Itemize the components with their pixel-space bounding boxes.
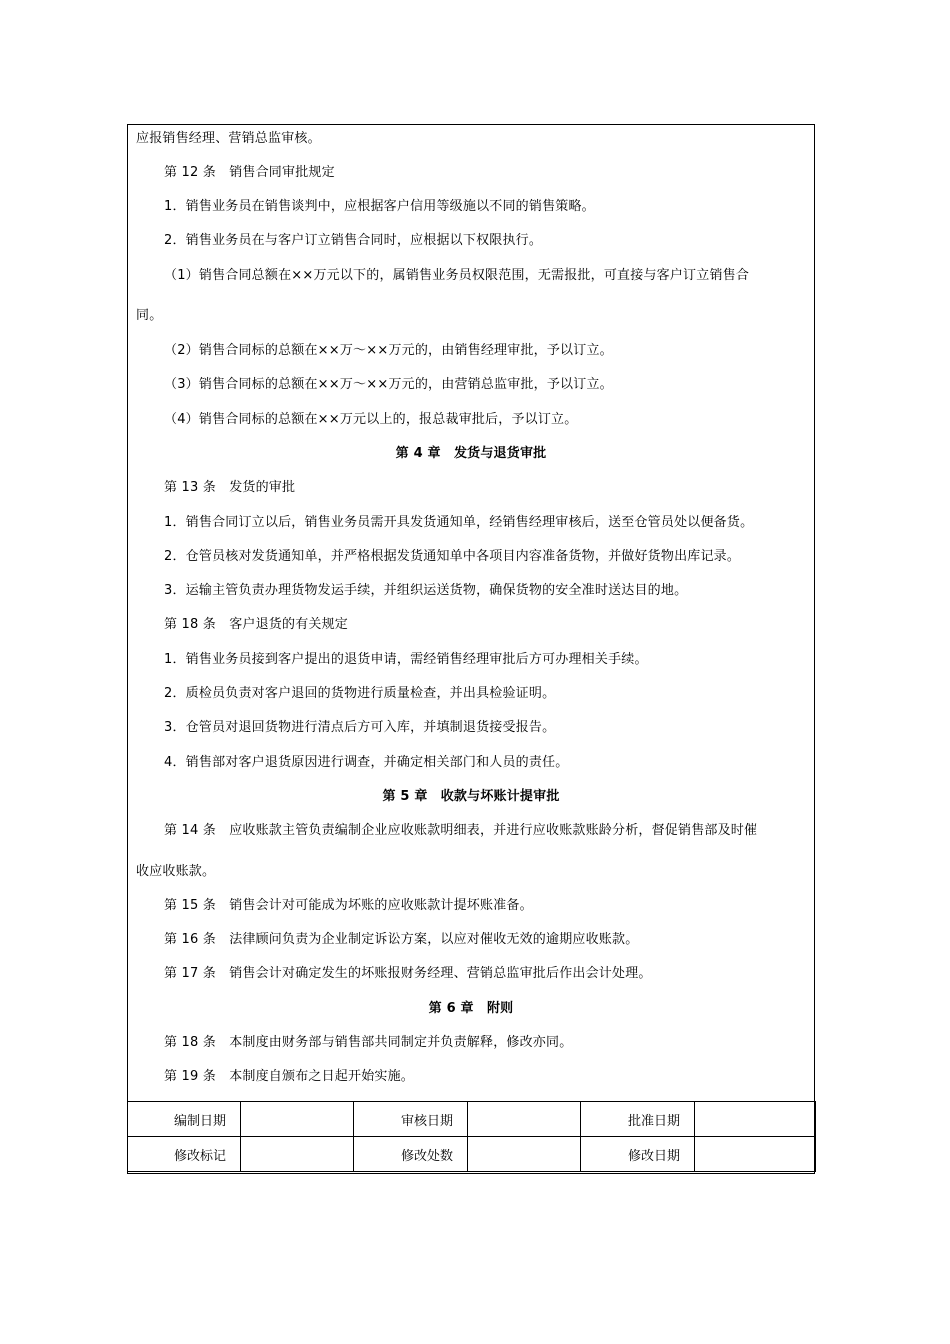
paragraph-line: （3）销售合同标的总额在××万～××万元的，由营销总监审批，予以订立。	[164, 377, 613, 392]
paragraph-line: 第 19 条 本制度自颁布之日起开始实施。	[164, 1069, 415, 1084]
paragraph-line: （1）销售合同总额在××万元以下的，属销售业务员权限范围，无需报批，可直接与客户订立销售合	[164, 268, 750, 283]
paragraph-line: 应报销售经理、营销总监审核。	[136, 131, 321, 146]
revision-count-field[interactable]	[468, 1137, 581, 1172]
paragraph-line: （2）销售合同标的总额在××万～××万元的，由销售经理审批，予以订立。	[164, 343, 613, 358]
paragraph-line: 第 18 条 本制度由财务部与销售部共同制定并负责解释，修改亦同。	[164, 1035, 573, 1050]
revision-date-field[interactable]	[695, 1137, 816, 1172]
paragraph-line: 1．销售业务员接到客户提出的退货申请，需经销售经理审批后方可办理相关手续。	[164, 652, 648, 667]
review-date-field[interactable]	[468, 1102, 581, 1137]
paragraph-line: 同。	[136, 308, 163, 323]
revision-mark-label: 修改标记	[128, 1137, 241, 1172]
paragraph-line: 3．仓管员对退回货物进行清点后方可入库，并填制退货接受报告。	[164, 720, 556, 735]
compile-date-field[interactable]	[241, 1102, 354, 1137]
table-row	[128, 1102, 816, 1137]
revision-count-label: 修改处数	[354, 1137, 468, 1172]
article-heading: 第 18 条 客户退货的有关规定	[164, 617, 349, 632]
paragraph-line: 2．仓管员核对发货通知单，并严格根据发货通知单中各项目内容准备货物，并做好货物出库记录。	[164, 549, 741, 564]
paragraph-line: 1．销售合同订立以后，销售业务员需开具发货通知单，经销售经理审核后，送至仓管员处以便备货。	[164, 515, 754, 530]
paragraph-line: 收应收账款。	[136, 864, 216, 879]
revision-mark-field[interactable]	[241, 1137, 354, 1172]
article-heading: 第 13 条 发货的审批	[164, 480, 296, 495]
paragraph-line: 4．销售部对客户退货原因进行调查，并确定相关部门和人员的责任。	[164, 755, 569, 770]
paragraph-line: 2．质检员负责对客户退回的货物进行质量检查，并出具检验证明。	[164, 686, 556, 701]
chapter-heading: 第 4 章 发货与退货审批	[395, 446, 547, 461]
table-row	[128, 1137, 816, 1172]
article-heading: 第 12 条 销售合同审批规定	[164, 165, 335, 180]
chapter-heading: 第 5 章 收款与坏账计提审批	[382, 789, 560, 804]
paragraph-line: 1．销售业务员在销售谈判中，应根据客户信用等级施以不同的销售策略。	[164, 199, 595, 214]
paragraph-line: 2．销售业务员在与客户订立销售合同时，应根据以下权限执行。	[164, 233, 543, 248]
paragraph-line: 第 14 条 应收账款主管负责编制企业应收账款明细表，并进行应收账款账龄分析，督促销售部及时催	[164, 823, 758, 838]
compile-date-label: 编制日期	[128, 1102, 241, 1137]
revision-date-label: 修改日期	[581, 1137, 695, 1172]
paragraph-line: 第 16 条 法律顾问负责为企业制定诉讼方案，以应对催收无效的逾期应收账款。	[164, 932, 639, 947]
document-frame	[127, 124, 815, 1174]
approval-table	[127, 1101, 816, 1172]
paragraph-line: （4）销售合同标的总额在××万元以上的，报总裁审批后，予以订立。	[164, 412, 578, 427]
approval-date-field[interactable]	[695, 1102, 816, 1137]
review-date-label: 审核日期	[354, 1102, 468, 1137]
approval-date-label: 批准日期	[581, 1102, 695, 1137]
paragraph-line: 第 15 条 销售会计对可能成为坏账的应收账款计提坏账准备。	[164, 898, 533, 913]
chapter-heading: 第 6 章 附则	[428, 1001, 514, 1016]
paragraph-line: 第 17 条 销售会计对确定发生的坏账报财务经理、营销总监审批后作出会计处理。	[164, 966, 652, 981]
document-body	[128, 125, 814, 1101]
paragraph-line: 3．运输主管负责办理货物发运手续，并组织运送货物，确保货物的安全准时送达目的地。	[164, 583, 688, 598]
